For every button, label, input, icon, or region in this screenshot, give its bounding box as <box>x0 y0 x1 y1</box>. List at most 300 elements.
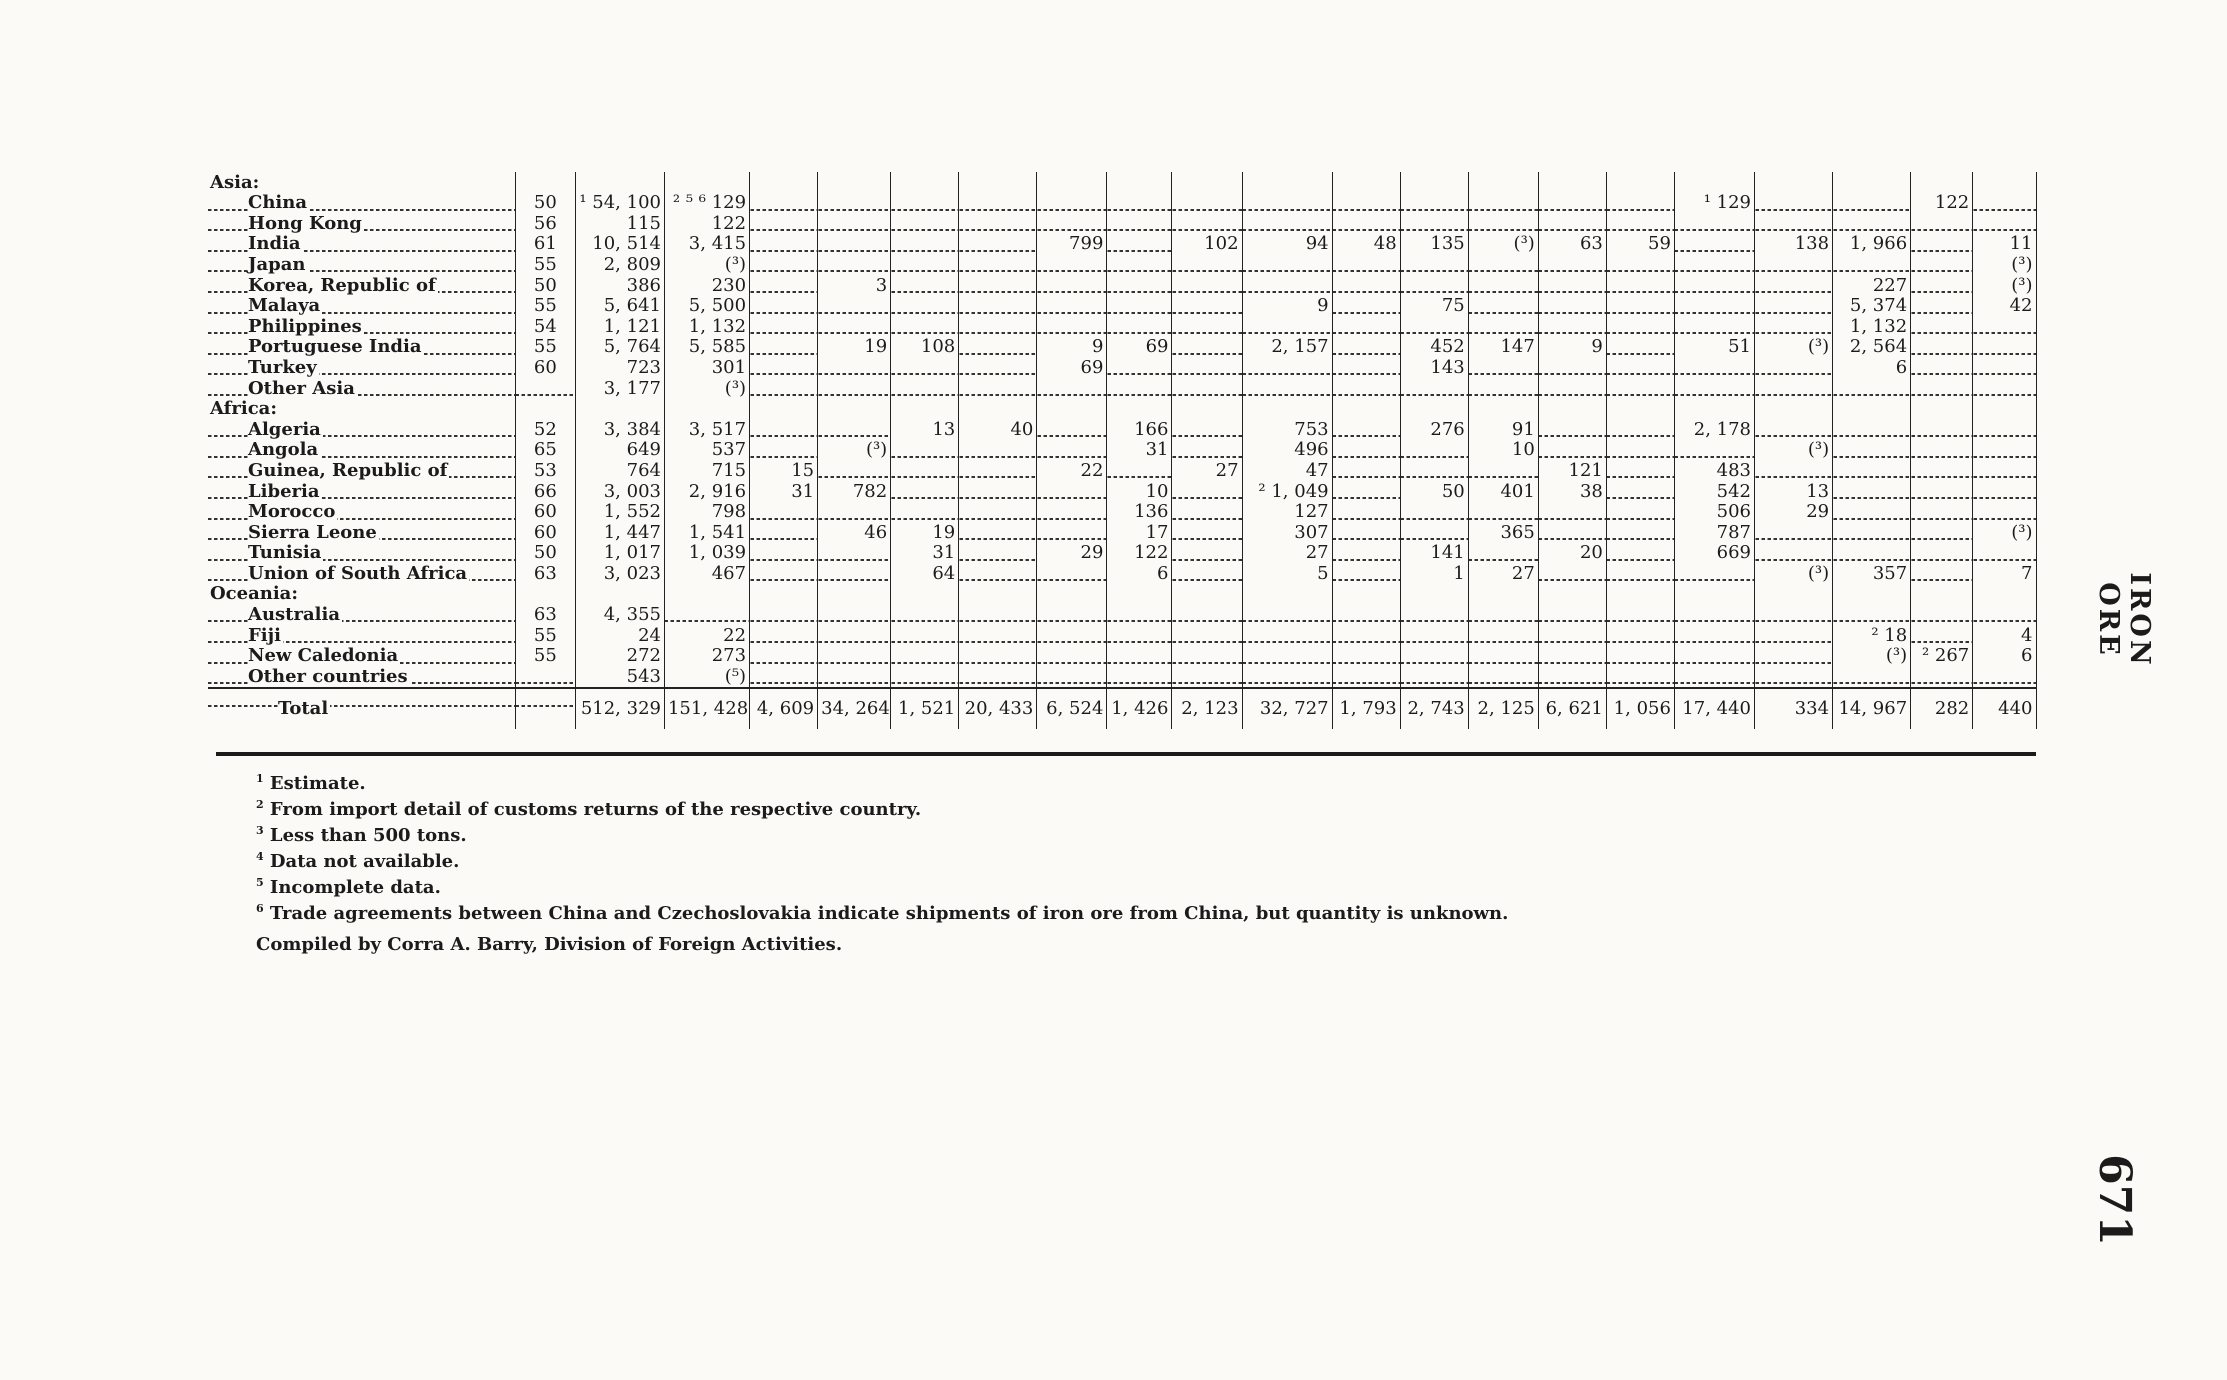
table-cell <box>1172 563 1242 584</box>
cell-value: 47 <box>1305 460 1329 481</box>
table-cell <box>891 563 959 584</box>
cell-value: 307 <box>1294 522 1329 543</box>
table-cell <box>1833 481 1911 502</box>
cell-value: 52 <box>533 419 557 440</box>
table-cell <box>1973 254 2036 275</box>
table-cell <box>1674 563 1754 584</box>
table-cell <box>1538 440 1606 461</box>
table-cell <box>1037 172 1107 193</box>
table-cell <box>959 502 1037 523</box>
table-cell <box>1400 213 1468 234</box>
table-cell <box>891 502 959 523</box>
table-cell <box>1755 357 1833 378</box>
table-cell <box>1242 440 1332 461</box>
cell-value: 122 <box>1934 192 1970 214</box>
table-cell <box>1973 481 2036 502</box>
table-cell <box>1037 316 1107 337</box>
table-cell <box>891 604 959 625</box>
table-cell <box>1468 563 1538 584</box>
table-cell <box>818 604 891 625</box>
cell-value: 29 <box>1080 542 1104 564</box>
table-cell <box>1037 254 1107 275</box>
table-cell <box>1037 337 1107 358</box>
cell-value: 69 <box>1080 357 1104 378</box>
table-cell <box>1332 337 1400 358</box>
table-cell <box>1107 604 1172 625</box>
cell-value: 365 <box>1500 522 1535 543</box>
row-label-text: Hong Kong <box>248 213 362 234</box>
cell-value: 66 <box>533 480 557 502</box>
row-label-text: Portuguese India <box>248 336 422 358</box>
table-cell <box>1332 604 1400 625</box>
region-row <box>208 584 2036 605</box>
cell-value: 7 <box>2021 563 2033 584</box>
table-cell <box>1172 254 1242 275</box>
table-cell <box>1332 296 1400 317</box>
table-cell <box>1400 234 1468 255</box>
cell-value: 22 <box>723 625 747 646</box>
cell-value: 2, 743 <box>1407 697 1465 719</box>
table-cell <box>959 357 1037 378</box>
cell-value: 6, 621 <box>1545 697 1603 719</box>
table-cell <box>515 234 575 255</box>
table-cell <box>1468 172 1538 193</box>
table-cell <box>959 337 1037 358</box>
table-cell <box>891 337 959 358</box>
country-label <box>208 234 515 255</box>
table-cell <box>1107 296 1172 317</box>
cell-value: 121 <box>1568 460 1603 481</box>
table-cell <box>515 213 575 234</box>
cell-value: (³) <box>1807 336 1830 358</box>
table-cell <box>818 234 891 255</box>
cell-value: 799 <box>1069 233 1104 255</box>
table-cell <box>1674 460 1754 481</box>
table-cell <box>1674 502 1754 523</box>
table-cell <box>1606 625 1674 646</box>
cell-value: 496 <box>1294 439 1329 461</box>
table-cell <box>1755 378 1833 399</box>
table-cell <box>1538 316 1606 337</box>
cell-value: 2, 916 <box>688 480 747 502</box>
cell-value: 1, 121 <box>603 316 661 337</box>
cell-value: 386 <box>626 274 661 296</box>
table-cell <box>1468 296 1538 317</box>
table-cell <box>1468 399 1538 420</box>
table-cell <box>664 275 749 296</box>
table-cell <box>750 604 818 625</box>
country-label <box>208 481 515 502</box>
table-cell <box>1674 296 1754 317</box>
cell-value: 798 <box>711 501 747 523</box>
table-cell <box>515 688 575 729</box>
table-cell <box>1755 460 1833 481</box>
table-cell <box>1400 296 1468 317</box>
cell-value: 2, 125 <box>1477 697 1535 719</box>
table-cell <box>575 666 664 688</box>
cell-value: 10, 514 <box>592 233 661 255</box>
cell-value: 272 <box>626 645 661 667</box>
table-cell <box>1911 419 1973 440</box>
table-cell <box>1911 543 1973 564</box>
cell-value: 53 <box>533 460 557 481</box>
cell-value: 6 <box>1157 563 1169 584</box>
table-cell <box>959 234 1037 255</box>
table-cell <box>1606 234 1674 255</box>
table-cell <box>575 254 664 275</box>
table-cell <box>1755 172 1833 193</box>
table-cell <box>1172 440 1242 461</box>
cell-value: 401 <box>1500 480 1535 502</box>
table-cell <box>750 296 818 317</box>
table-cell <box>1107 666 1172 688</box>
cell-value: 1, 793 <box>1339 697 1397 719</box>
table-row <box>208 254 2036 275</box>
table-cell <box>1242 357 1332 378</box>
table-cell <box>1755 193 1833 214</box>
table-cell <box>575 193 664 214</box>
table-cell <box>1400 440 1468 461</box>
table-cell <box>1538 625 1606 646</box>
cell-value: 59 <box>1648 233 1671 255</box>
table-cell <box>959 666 1037 688</box>
table-cell <box>1674 337 1754 358</box>
cell-value: 138 <box>1794 233 1830 255</box>
cell-value: 42 <box>2009 295 2033 317</box>
table-cell <box>1172 316 1242 337</box>
cell-value: 273 <box>711 645 747 667</box>
table-cell <box>1332 625 1400 646</box>
table-cell <box>1538 296 1606 317</box>
table-cell <box>1606 399 1674 420</box>
cell-value: 10 <box>1511 439 1535 461</box>
table-cell <box>818 419 891 440</box>
total-label <box>208 688 515 729</box>
table-cell <box>1332 234 1400 255</box>
table-cell <box>750 399 818 420</box>
cell-value: 357 <box>1872 563 1908 584</box>
table-cell <box>1606 296 1674 317</box>
table-cell <box>750 254 818 275</box>
footnote-text: Incomplete data. <box>263 877 441 898</box>
table-row <box>208 666 2036 688</box>
table-cell <box>1674 604 1754 625</box>
table-cell <box>664 234 749 255</box>
table-cell <box>1674 481 1754 502</box>
table-cell <box>1606 316 1674 337</box>
cell-value: 282 <box>1934 697 1970 719</box>
row-label-text: Angola <box>248 439 319 461</box>
table-cell <box>959 543 1037 564</box>
table-cell <box>515 275 575 296</box>
table-cell <box>959 378 1037 399</box>
table-cell <box>891 254 959 275</box>
table-cell <box>1468 543 1538 564</box>
cell-value: 17, 440 <box>1682 697 1752 719</box>
table-cell <box>1172 419 1242 440</box>
table-cell <box>1242 254 1332 275</box>
table-cell <box>1332 399 1400 420</box>
cell-value: 147 <box>1500 336 1535 358</box>
table-cell <box>1172 234 1242 255</box>
table-cell <box>1674 193 1754 214</box>
table-cell <box>664 399 749 420</box>
table-row <box>208 460 2036 481</box>
table-cell <box>959 481 1037 502</box>
footnote <box>256 846 1756 872</box>
table-row <box>208 440 2036 461</box>
cell-value: 22 <box>1080 460 1104 481</box>
table-cell <box>1755 646 1833 667</box>
footnote-mark: 6 <box>256 902 264 915</box>
table-cell <box>1538 234 1606 255</box>
table-cell <box>818 193 891 214</box>
table-row <box>208 296 2036 317</box>
cell-value: 108 <box>920 336 956 358</box>
table-cell <box>1107 688 1172 729</box>
cell-value: 3, 023 <box>603 563 661 584</box>
cell-value: 2, 564 <box>1849 336 1908 358</box>
table-cell <box>1911 234 1973 255</box>
footnote-mark: 5 <box>256 876 264 889</box>
table-cell <box>1538 481 1606 502</box>
table-cell <box>1172 296 1242 317</box>
table-cell <box>1833 604 1911 625</box>
cell-value: 1, 966 <box>1849 233 1908 255</box>
table-cell <box>1172 399 1242 420</box>
table-cell <box>1332 584 1400 605</box>
cell-value: 51 <box>1728 336 1752 358</box>
table-cell <box>818 440 891 461</box>
table-cell <box>1468 688 1538 729</box>
table-cell <box>1911 172 1973 193</box>
table-cell <box>1755 502 1833 523</box>
table-cell <box>1538 172 1606 193</box>
table-cell <box>891 625 959 646</box>
table-cell <box>1037 378 1107 399</box>
table-cell <box>1037 357 1107 378</box>
cell-value: 27 <box>1215 460 1239 481</box>
cell-value: 5, 641 <box>603 295 661 317</box>
table-cell <box>818 254 891 275</box>
footnote <box>256 820 1756 846</box>
cell-value: 1 <box>1453 563 1465 584</box>
cell-value: 2, 178 <box>1693 419 1752 440</box>
table-cell <box>1172 213 1242 234</box>
table-cell <box>818 378 891 399</box>
table-cell <box>1172 378 1242 399</box>
table-cell <box>1400 522 1468 543</box>
table-cell <box>891 296 959 317</box>
table-cell <box>664 584 749 605</box>
footnote-text: Less than 500 tons. <box>263 825 467 846</box>
country-label <box>208 316 515 337</box>
table-cell <box>750 193 818 214</box>
table-cell <box>1538 213 1606 234</box>
table-cell <box>959 296 1037 317</box>
table-cell <box>664 440 749 461</box>
table-cell <box>891 193 959 214</box>
table-cell <box>1172 646 1242 667</box>
table-cell <box>1606 275 1674 296</box>
table-cell <box>1833 460 1911 481</box>
table-cell <box>1242 378 1332 399</box>
country-label <box>208 522 515 543</box>
table-cell <box>664 502 749 523</box>
table-cell <box>750 275 818 296</box>
table-cell <box>818 688 891 729</box>
table-cell <box>1833 378 1911 399</box>
table-cell <box>1973 419 2036 440</box>
table-cell <box>1833 522 1911 543</box>
table-cell <box>891 522 959 543</box>
table-cell <box>891 440 959 461</box>
table-cell <box>750 460 818 481</box>
cell-value: 1, 521 <box>898 697 956 719</box>
table-cell <box>664 254 749 275</box>
table-cell <box>1674 357 1754 378</box>
table-cell <box>1911 604 1973 625</box>
table-cell <box>1172 604 1242 625</box>
table-cell <box>1833 688 1911 729</box>
section-heading: IRON ORE <box>2093 572 2155 668</box>
table-cell <box>1674 399 1754 420</box>
cell-value: 506 <box>1716 501 1752 523</box>
cell-value: 54 <box>533 316 557 337</box>
row-label-text: Algeria <box>248 419 321 440</box>
table-cell <box>1911 666 1973 688</box>
table-cell <box>515 604 575 625</box>
table-cell <box>750 688 818 729</box>
table-cell <box>1242 337 1332 358</box>
table-cell <box>1242 296 1332 317</box>
table-cell <box>959 440 1037 461</box>
country-label <box>208 296 515 317</box>
table-cell <box>575 234 664 255</box>
footnote-text: Data not available. <box>263 851 460 872</box>
table-cell <box>1606 440 1674 461</box>
row-label-text: Africa: <box>210 398 277 420</box>
table-cell <box>1107 522 1172 543</box>
row-label-text: Philippines <box>248 316 362 337</box>
table-cell <box>1755 213 1833 234</box>
table-cell <box>1674 234 1754 255</box>
table-cell <box>959 172 1037 193</box>
table-cell <box>1674 316 1754 337</box>
cell-value: 1, 132 <box>1849 316 1908 337</box>
cell-value: 55 <box>533 625 557 646</box>
cell-value: 1, 017 <box>603 542 661 564</box>
table-cell <box>575 522 664 543</box>
table-cell <box>1107 625 1172 646</box>
table-cell <box>750 440 818 461</box>
table-cell <box>1242 460 1332 481</box>
table-cell <box>1107 419 1172 440</box>
table-cell <box>515 646 575 667</box>
table-cell <box>1755 316 1833 337</box>
table-cell <box>1332 357 1400 378</box>
table-cell <box>1911 563 1973 584</box>
table-cell <box>750 337 818 358</box>
table-cell <box>1468 378 1538 399</box>
table-cell <box>891 399 959 420</box>
table-cell <box>1973 275 2036 296</box>
cell-value: 669 <box>1716 542 1752 564</box>
table-cell <box>1606 460 1674 481</box>
table-cell <box>1172 275 1242 296</box>
table-cell <box>664 378 749 399</box>
table-cell <box>1833 399 1911 420</box>
table-cell <box>891 646 959 667</box>
cell-value: 20, 433 <box>964 697 1034 719</box>
cell-value: 46 <box>864 522 888 543</box>
cell-value: 5, 500 <box>688 295 747 317</box>
table-cell <box>959 688 1037 729</box>
table-cell <box>1833 357 1911 378</box>
table-cell <box>818 625 891 646</box>
footnote-text: From import detail of customs returns of the respective country. <box>263 799 922 820</box>
table-cell <box>750 502 818 523</box>
table-cell <box>891 275 959 296</box>
table-cell <box>1332 419 1400 440</box>
table-cell <box>891 419 959 440</box>
table-cell <box>1468 584 1538 605</box>
table-cell <box>891 584 959 605</box>
table-cell <box>1037 234 1107 255</box>
table-cell <box>1538 584 1606 605</box>
row-label-text: Tunisia <box>248 542 322 564</box>
cell-value: 440 <box>1998 697 2033 719</box>
country-label <box>208 337 515 358</box>
table-cell <box>1242 584 1332 605</box>
cell-value: 276 <box>1430 419 1465 440</box>
table-cell <box>1107 234 1172 255</box>
table-cell <box>1674 584 1754 605</box>
table-cell <box>1242 522 1332 543</box>
table-cell <box>818 172 891 193</box>
footnote-mark: 2 <box>256 798 264 811</box>
table-cell <box>575 213 664 234</box>
table-cell <box>1242 213 1332 234</box>
table-cell <box>1755 563 1833 584</box>
table-cell <box>1973 440 2036 461</box>
table-cell <box>1468 625 1538 646</box>
table-cell <box>575 296 664 317</box>
cell-value: 166 <box>1134 419 1169 440</box>
cell-value: 230 <box>711 274 747 296</box>
table-cell <box>1538 460 1606 481</box>
table-cell <box>1674 254 1754 275</box>
table-cell <box>1755 234 1833 255</box>
table-cell <box>1755 666 1833 688</box>
table-cell <box>1400 254 1468 275</box>
table-cell <box>1674 666 1754 688</box>
table-cell <box>575 316 664 337</box>
table-cell <box>1332 522 1400 543</box>
table-cell <box>818 275 891 296</box>
table-cell <box>1468 316 1538 337</box>
table-cell <box>1172 481 1242 502</box>
table-cell <box>1037 563 1107 584</box>
cell-value: 50 <box>533 542 557 564</box>
table-cell <box>1332 666 1400 688</box>
row-label-text: Other Asia <box>248 377 355 399</box>
cell-value: ¹ 54, 100 <box>579 192 661 214</box>
table-cell <box>1606 584 1674 605</box>
cell-value: 27 <box>1511 563 1535 584</box>
table-cell <box>959 584 1037 605</box>
table-cell <box>1037 688 1107 729</box>
